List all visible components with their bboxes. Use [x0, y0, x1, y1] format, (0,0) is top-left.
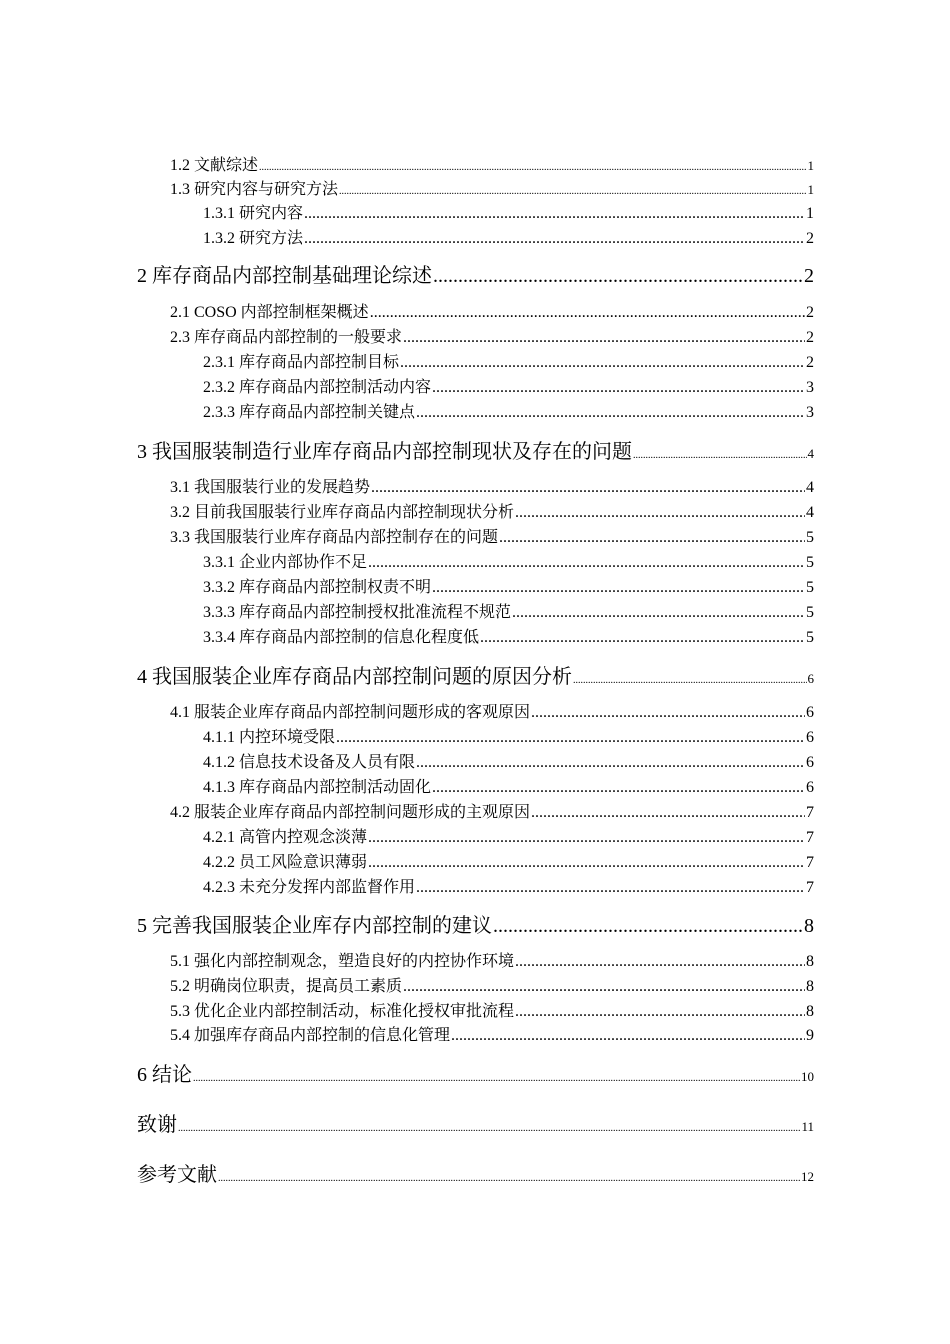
toc-page-number: 5	[806, 554, 814, 571]
toc-entry-label: 2.3.2 库存商品内部控制活动内容	[203, 379, 432, 396]
toc-entry-label: 5.1 强化内部控制观念，塑造良好的内控协作环境	[170, 953, 515, 970]
toc-page-number: 3	[806, 404, 814, 421]
toc-entry-label: 2.3.3 库存商品内部控制关键点	[203, 404, 416, 421]
toc-entry-label: 致谢	[137, 1114, 177, 1136]
toc-entry[interactable]	[203, 349, 814, 372]
dot-leader	[178, 1123, 800, 1134]
dot-leader	[371, 479, 805, 497]
toc-entry-label: 2.3 库存商品内部控制的一般要求	[170, 329, 403, 346]
toc-page-number: 2	[806, 354, 814, 371]
toc-entry[interactable]	[203, 225, 814, 248]
toc-entry-label: 3 我国服装制造行业库存商品内部控制现状及存在的问题	[137, 441, 632, 463]
toc-page-number: 1	[807, 182, 814, 197]
toc-entry-label: 2.1 COSO 内部控制框架概述	[170, 304, 369, 321]
dot-leader	[480, 629, 805, 647]
toc-page-number: 4	[806, 504, 814, 521]
dot-leader	[370, 304, 805, 322]
dot-leader	[259, 162, 806, 173]
toc-page-number: 6	[806, 729, 814, 746]
dot-leader	[218, 1173, 800, 1184]
toc-chapter-entry[interactable]	[137, 1058, 814, 1087]
toc-chapter-entry[interactable]	[137, 435, 814, 464]
toc-chapter-entry[interactable]	[137, 1158, 814, 1187]
toc-entry-label: 4.1 服装企业库存商品内部控制问题形成的客观原因	[170, 704, 531, 721]
toc-entry-label: 5.3 优化企业内部控制活动，标准化授权审批流程	[170, 1003, 515, 1020]
toc-entry[interactable]	[170, 973, 814, 996]
dot-leader	[432, 579, 805, 597]
toc-entry-label: 3.3.4 库存商品内部控制的信息化程度低	[203, 629, 480, 646]
toc-page-number: 4	[807, 446, 814, 461]
toc-entry[interactable]	[203, 549, 814, 572]
toc-entry-label: 5 完善我国服装企业库存内部控制的建议	[137, 915, 492, 937]
toc-entry[interactable]	[170, 948, 814, 971]
dot-leader	[432, 779, 805, 797]
toc-page-number: 9	[806, 1027, 814, 1044]
dot-leader	[416, 404, 805, 422]
dot-leader	[336, 729, 805, 747]
toc-entry-label: 4.1.1 内控环境受限	[203, 729, 336, 746]
toc-page-number: 10	[801, 1069, 814, 1084]
toc-entry[interactable]	[203, 824, 814, 847]
toc-entry[interactable]	[170, 474, 814, 497]
toc-page-number: 7	[806, 879, 814, 896]
toc-entry-label: 5.4 加强库存商品内部控制的信息化管理	[170, 1027, 451, 1044]
dot-leader	[368, 554, 805, 572]
toc-entry-label: 4.2.1 高管内控观念淡薄	[203, 829, 368, 846]
toc-entry-label: 1.2 文献综述	[170, 157, 259, 174]
dot-leader	[493, 915, 803, 938]
toc-entry[interactable]	[203, 624, 814, 647]
dot-leader	[515, 953, 805, 971]
toc-entry-label: 2.3.1 库存商品内部控制目标	[203, 354, 400, 371]
toc-entry[interactable]	[203, 724, 814, 747]
toc-entry-label: 1.3.1 研究内容	[203, 205, 304, 222]
dot-leader	[416, 754, 805, 772]
toc-entry-label: 4.1.2 信息技术设备及人员有限	[203, 754, 416, 771]
toc-entry-label: 3.2 目前我国服装行业库存商品内部控制现状分析	[170, 504, 515, 521]
toc-page-number: 7	[806, 829, 814, 846]
toc-entry[interactable]	[203, 574, 814, 597]
toc-entry[interactable]	[203, 599, 814, 622]
toc-entry[interactable]	[170, 299, 814, 322]
toc-entry[interactable]	[170, 499, 814, 522]
toc-page-number: 2	[806, 304, 814, 321]
toc-page-number: 5	[806, 604, 814, 621]
dot-leader	[304, 230, 805, 248]
dot-leader	[416, 879, 805, 897]
toc-entry-label: 3.3 我国服装行业库存商品内部控制存在的问题	[170, 529, 499, 546]
toc-chapter-entry[interactable]	[137, 1108, 814, 1137]
toc-entry[interactable]	[170, 998, 814, 1021]
toc-entry-label: 参考文献	[137, 1164, 217, 1186]
dot-leader	[531, 804, 805, 822]
toc-page-number: 2	[804, 265, 814, 287]
toc-entry-label: 4.2.2 员工风险意识薄弱	[203, 854, 368, 871]
toc-entry[interactable]	[203, 874, 814, 897]
dot-leader	[403, 978, 805, 996]
toc-page-number: 5	[806, 629, 814, 646]
toc-page-number: 8	[806, 1003, 814, 1020]
toc-page-number: 6	[806, 754, 814, 771]
toc-entry-label: 4.2 服装企业库存商品内部控制问题形成的主观原因	[170, 804, 531, 821]
toc-page-number: 8	[806, 978, 814, 995]
toc-entry[interactable]	[170, 699, 814, 722]
toc-page-number: 7	[806, 854, 814, 871]
toc-page-number: 6	[806, 779, 814, 796]
toc-page-number: 4	[806, 479, 814, 496]
toc-entry[interactable]	[170, 152, 814, 175]
toc-entry[interactable]	[170, 1022, 814, 1045]
toc-page-number: 5	[806, 529, 814, 546]
toc-entry-label: 5.2 明确岗位职责，提高员工素质	[170, 978, 403, 995]
toc-chapter-entry[interactable]	[137, 259, 814, 288]
toc-entry-label: 1.3 研究内容与研究方法	[170, 181, 339, 198]
toc-entry-label: 3.3.3 库存商品内部控制授权批准流程不规范	[203, 604, 512, 621]
dot-leader	[531, 704, 805, 722]
toc-entry-label: 3.3.2 库存商品内部控制权责不明	[203, 579, 432, 596]
toc-entry-label: 3.3.1 企业内部协作不足	[203, 554, 368, 571]
toc-page-number: 3	[806, 379, 814, 396]
toc-chapter-entry[interactable]	[137, 909, 814, 938]
toc-page-number: 2	[806, 230, 814, 247]
dot-leader	[400, 354, 805, 372]
toc-entry-label: 4.1.3 库存商品内部控制活动固化	[203, 779, 432, 796]
toc-entry[interactable]	[170, 799, 814, 822]
toc-entry-label: 1.3.2 研究方法	[203, 230, 304, 247]
toc-entry-label: 3.1 我国服装行业的发展趋势	[170, 479, 371, 496]
toc-entry-label: 6 结论	[137, 1064, 192, 1086]
toc-entry[interactable]	[203, 200, 814, 223]
toc-entry-label: 2 库存商品内部控制基础理论综述	[137, 265, 432, 287]
dot-leader	[368, 829, 805, 847]
toc-entry[interactable]	[203, 399, 814, 422]
toc-page-number: 7	[806, 804, 814, 821]
toc-entry-label: 4.2.3 未充分发挥内部监督作用	[203, 879, 416, 896]
toc-entry-label: 4 我国服装企业库存商品内部控制问题的原因分析	[137, 666, 572, 688]
toc-entry[interactable]	[170, 176, 814, 199]
toc-page-number: 1	[807, 158, 814, 173]
toc-page-number: 6	[806, 704, 814, 721]
dot-leader	[515, 1003, 805, 1021]
toc-page-number: 8	[806, 953, 814, 970]
toc-entry[interactable]	[203, 749, 814, 772]
toc-entry[interactable]	[203, 774, 814, 797]
toc-page-number: 5	[806, 579, 814, 596]
dot-leader	[633, 450, 807, 461]
dot-leader	[304, 205, 805, 223]
toc-page-number: 2	[806, 329, 814, 346]
dot-leader	[403, 329, 805, 347]
toc-entry[interactable]	[203, 374, 814, 397]
toc-page-number: 1	[806, 205, 814, 222]
dot-leader	[499, 529, 805, 547]
toc-page-number: 6	[807, 671, 814, 686]
toc-page-number: 8	[804, 915, 814, 937]
toc-page-number: 12	[801, 1169, 814, 1184]
toc-entry[interactable]	[203, 849, 814, 872]
dot-leader	[451, 1027, 805, 1045]
toc-page-number: 11	[801, 1119, 814, 1134]
toc-entry[interactable]	[170, 524, 814, 547]
dot-leader	[573, 675, 807, 686]
dot-leader	[368, 854, 805, 872]
dot-leader	[515, 504, 805, 522]
dot-leader	[193, 1073, 800, 1084]
toc-chapter-entry[interactable]	[137, 660, 814, 689]
toc-entry[interactable]	[170, 324, 814, 347]
dot-leader	[432, 379, 805, 397]
dot-leader	[433, 265, 803, 288]
dot-leader	[512, 604, 805, 622]
dot-leader	[339, 186, 806, 197]
